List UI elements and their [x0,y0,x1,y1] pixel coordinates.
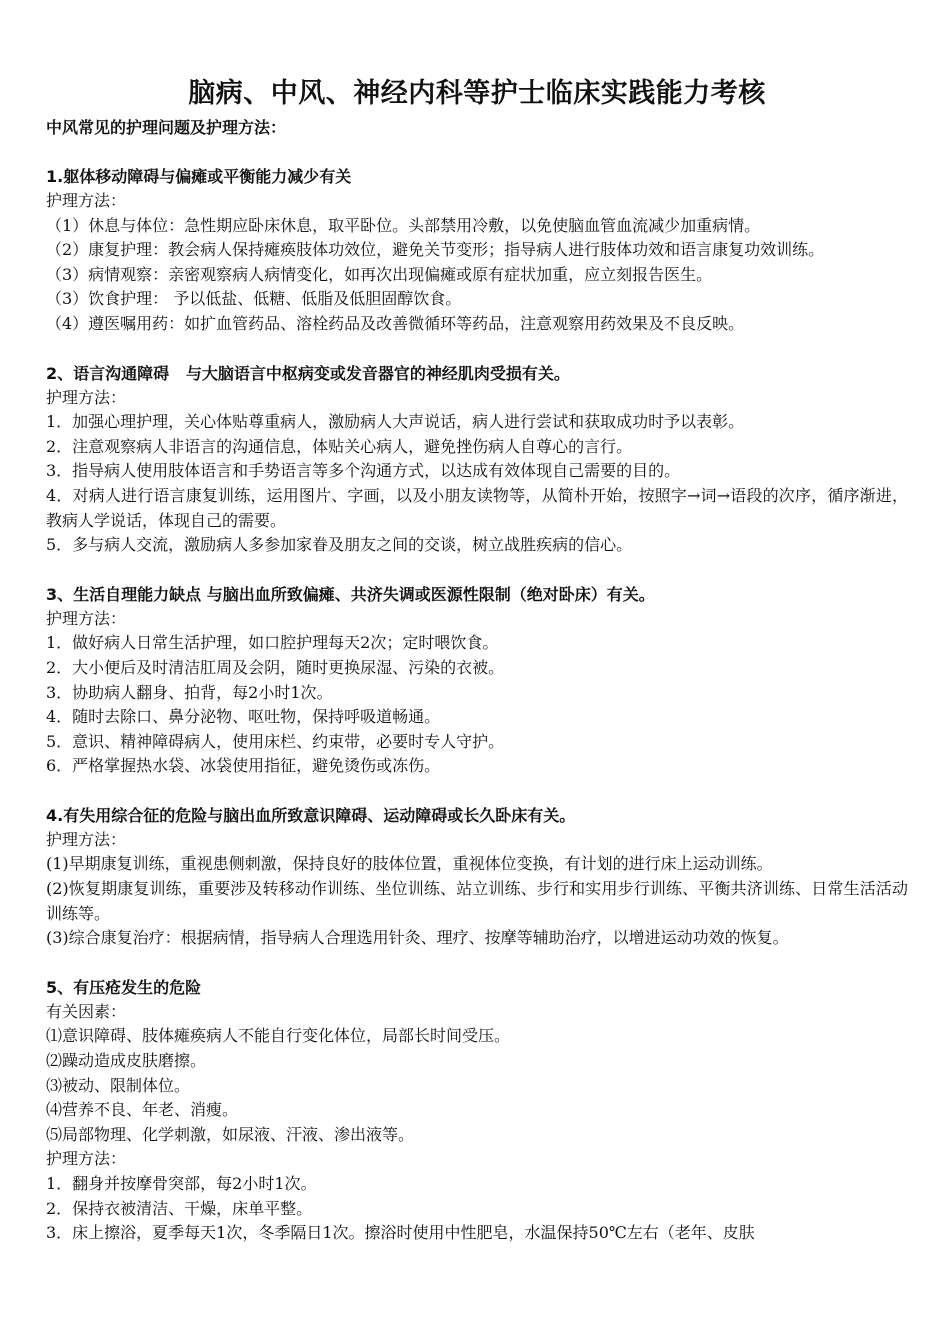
list-item: （2）康复护理：教会病人保持瘫痪肢体功效位，避免关节变形；指导病人进行肢体功效和语言康复功效训练。 [46,240,825,260]
list-item: 2．大小便后及时清洁肛周及会阴，随时更换尿湿、污染的衣被。 [46,657,505,677]
list-item: 2．注意观察病人非语言的沟通信息，体贴关心病人，避免挫伤病人自尊心的言行。 [46,436,633,456]
list-item: 5．意识、精神障碍病人，使用床栏、约束带，必要时专人守护。 [46,731,505,751]
section-label: 护理方法： [46,829,127,849]
list-item: 2．保持衣被清洁、干燥，床单平整。 [46,1198,313,1218]
section-heading: 2、语言沟通障碍 与大脑语言中枢病变或发音器官的神经肌肉受损有关。 [46,363,570,383]
list-item: ⑴意识障碍、肢体瘫痪病人不能自行变化体位，局部长时间受压。 [46,1026,511,1046]
list-item: （1）休息与体位：急性期应卧床休息，取平卧位。头部禁用冷敷，以免使脑血管血流减少加重病情。 [46,215,761,235]
section-label: 护理方法： [46,1149,127,1169]
list-item: 1．加强心理护理，关心体贴尊重病人，激励病人大声说话，病人进行尝试和获取成功时予以表彰。 [46,412,745,432]
section-label: 护理方法： [46,608,127,628]
list-item: ⑵躁动造成皮肤磨擦。 [46,1051,207,1071]
list-item: 1．做好病人日常生活护理，如口腔护理每天2次；定时喂饮食。 [46,633,499,653]
section-3 [46,583,908,779]
section-heading: 5、有压疮发生的危险 [46,977,202,997]
section-heading: 1.躯体移动障碍与偏瘫或平衡能力减少有关 [46,167,352,186]
section-heading: 3、生活自理能力缺点 与脑出血所致偏瘫、共济失调或医源性限制（绝对卧床）有关。 [46,584,655,604]
document-page [46,74,908,1246]
section-1 [46,165,908,337]
document-intro: 中风常见的护理问题及护理方法： [46,118,287,137]
section-5 [46,976,908,1246]
list-item: 3．协助病人翻身、拍背，每2小时1次。 [46,682,333,702]
list-item: （4）遵医嘱用药：如扩血管药品、溶栓药品及改善微循环等药品，注意观察用药效果及不良反映。 [46,313,745,333]
section-4 [46,804,908,951]
list-item: (3)综合康复治疗：根据病情，指导病人合理选用针灸、理疗、按摩等辅助治疗，以增进运动功效的恢复。 [46,928,789,948]
section-2 [46,362,908,558]
list-item: 3．床上擦浴，夏季每天1次，冬季隔日1次。擦浴时使用中性肥皂，水温保持50℃左右（老年、皮肤 [46,1223,755,1243]
list-item: (2)恢复期康复训练，重要涉及转移动作训练、坐位训练、站立训练、步行和实用步行训练、平衡共济训练、日常生活活动训练等。 [46,879,908,923]
list-item: (1)早期康复训练，重视患侧刺激，保持良好的肢体位置，重视体位变换，有计划的进行床上运动训练。 [46,854,773,874]
list-item: （3）饮食护理： 予以低盐、低糖、低脂及低胆固醇饮食。 [46,289,462,309]
list-item: 3．指导病人使用肢体语言和手势语言等多个沟通方式，以达成有效体现自己需要的目的。 [46,461,681,481]
document-title: 脑病、中风、神经内科等护士临床实践能力考核 [188,78,766,109]
section-label: 有关因素： [46,1001,127,1021]
list-item: 4．随时去除口、鼻分泌物、呕吐物，保持呼吸道畅通。 [46,707,441,727]
list-item: 4．对病人进行语言康复训练，运用图片、字画，以及小朋友读物等，从简朴开始，按照字→词→语段的次序，循序渐进，教病人学说话，体现自己的需要。 [46,485,908,530]
list-item: ⑸局部物理、化学刺激，如尿液、汗液、渗出液等。 [46,1124,415,1144]
list-item: 5．多与病人交流，激励病人多参加家眷及朋友之间的交谈，树立战胜疾病的信心。 [46,535,633,555]
list-item: 1．翻身并按摩骨突部，每2小时1次。 [46,1174,317,1193]
section-heading: 4.有失用综合征的危险与脑出血所致意识障碍、运动障碍或长久卧床有关。 [46,805,576,825]
section-label: 护理方法： [46,387,127,407]
list-item: ⑷营养不良、年老、消瘦。 [46,1100,239,1120]
list-item: ⑶被动、限制体位。 [46,1075,191,1095]
section-label: 护理方法： [46,191,127,210]
list-item: （3）病情观察：亲密观察病人病情变化，如再次出现偏瘫或原有症状加重，应立刻报告医生。 [46,264,713,284]
list-item: 6．严格掌握热水袋、冰袋使用指征，避免烫伤或冻伤。 [46,756,441,776]
